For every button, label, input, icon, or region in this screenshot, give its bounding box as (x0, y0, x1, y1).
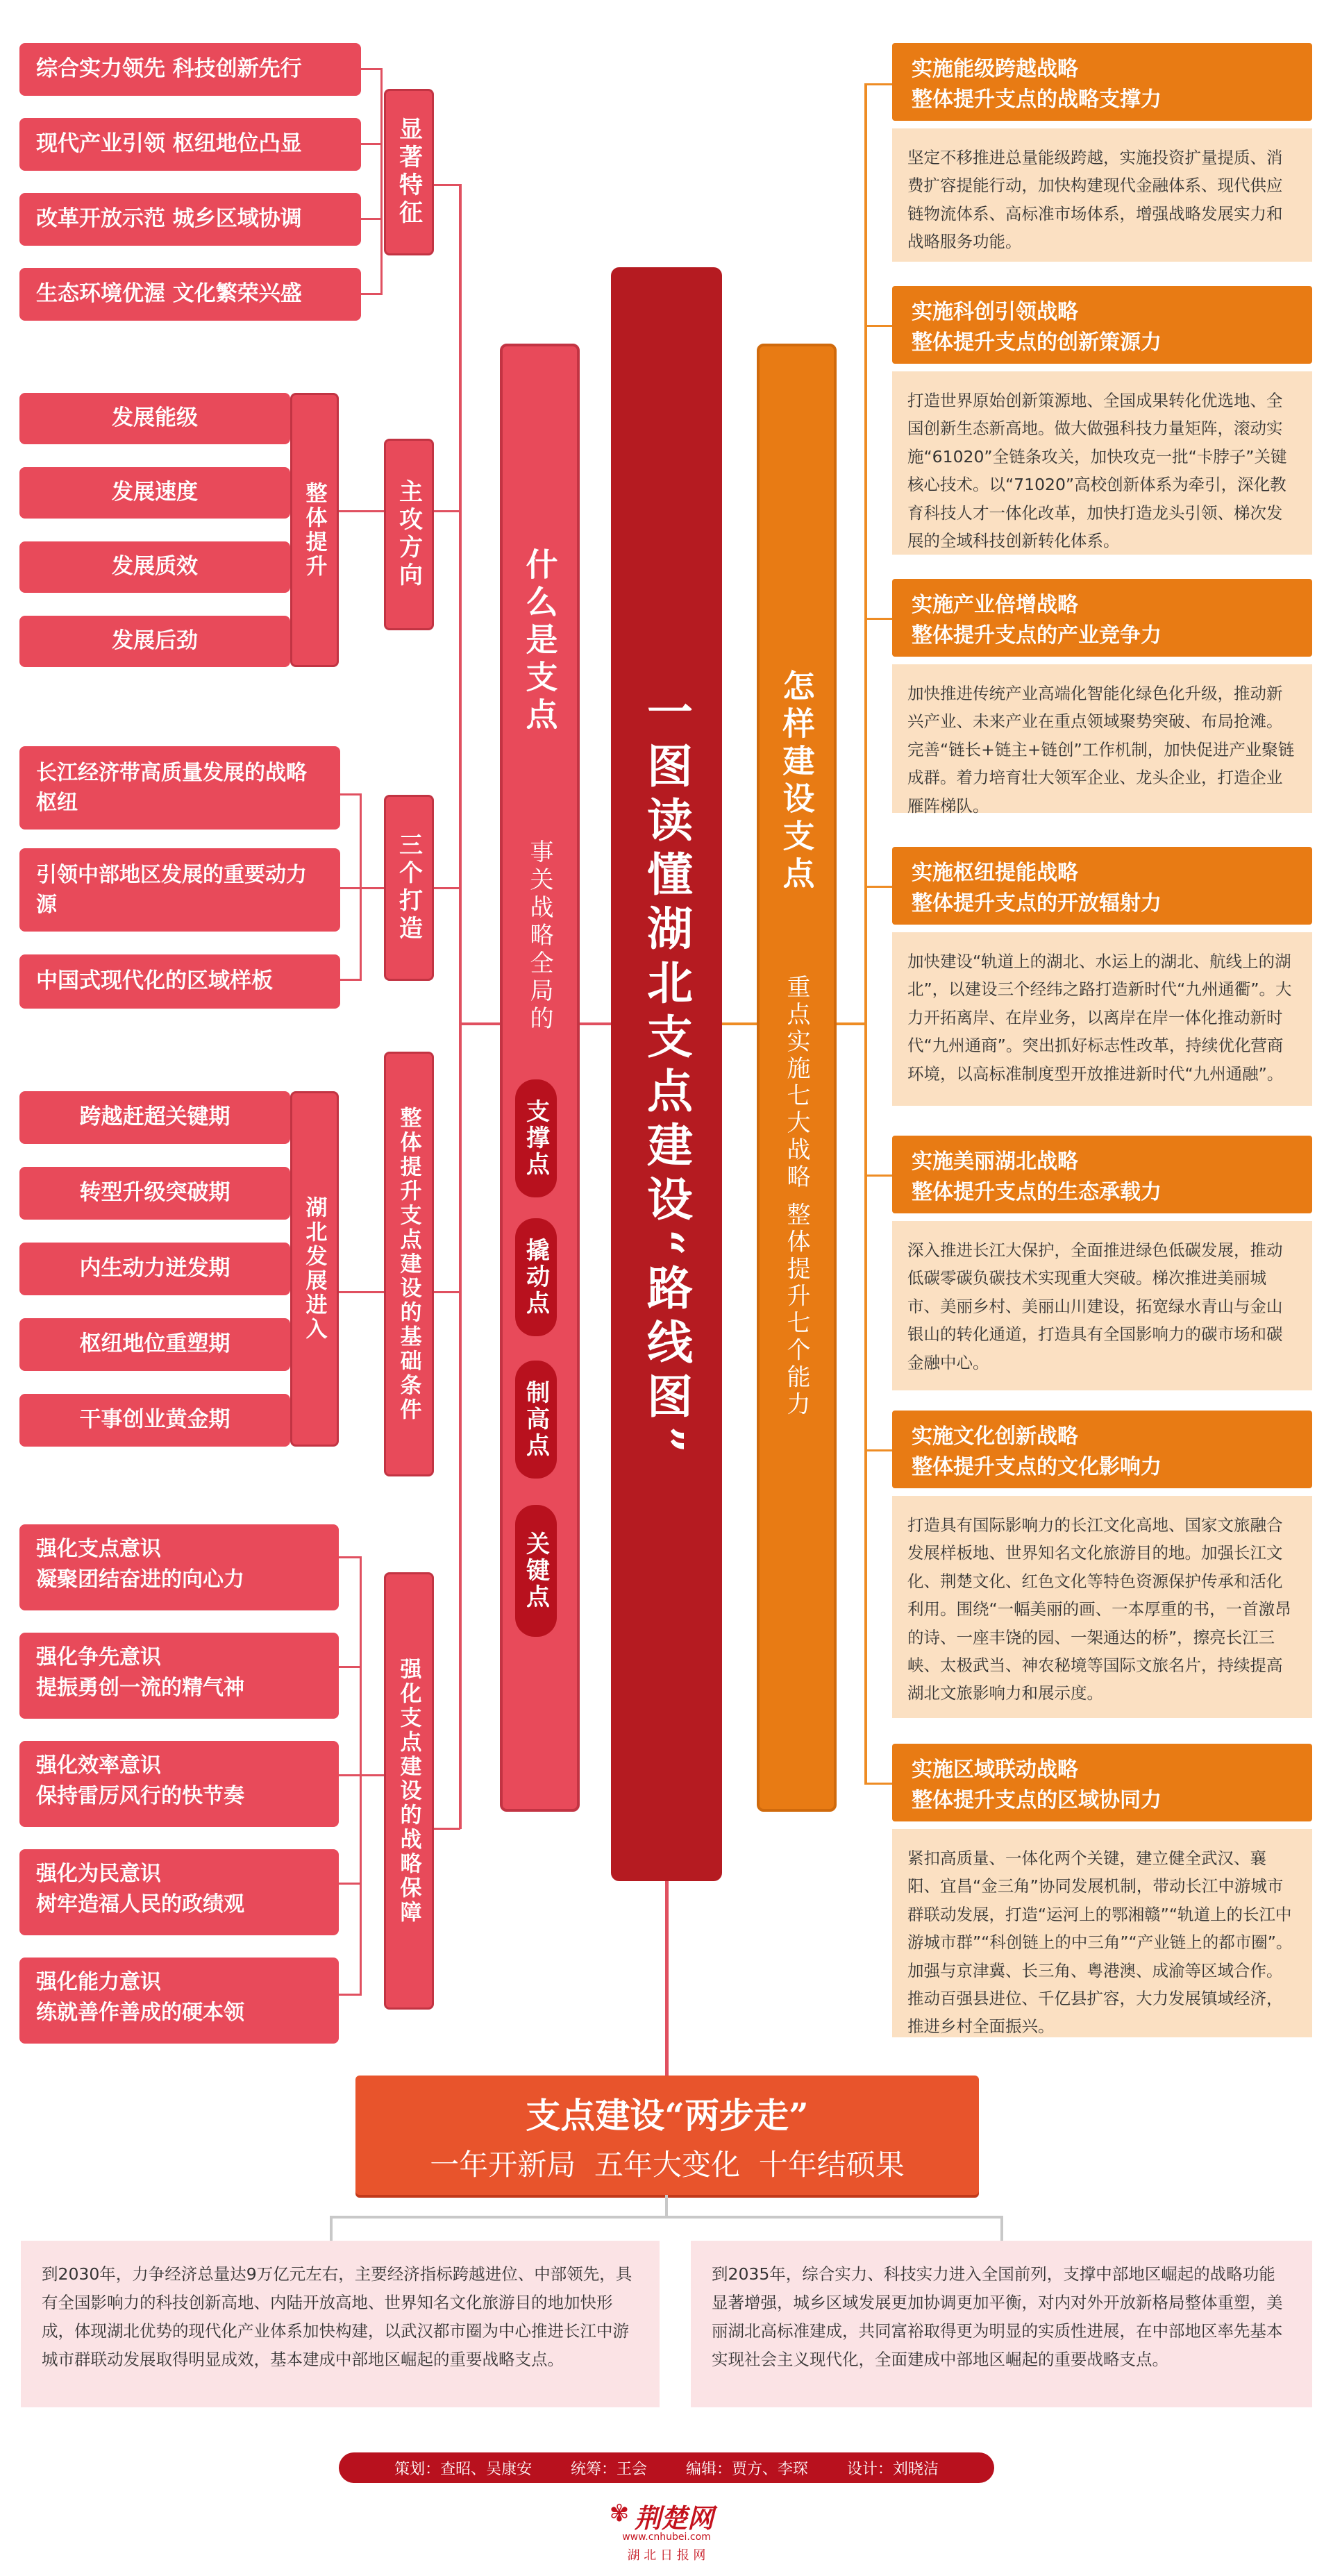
build-item: 中国式现代化的区域样板 (19, 954, 340, 1009)
what-subtitle: 事关战略全局的 (526, 839, 553, 1034)
connector (330, 2216, 333, 2241)
connector (340, 979, 361, 981)
build-item: 引领中部地区发展的重要动力源 (19, 848, 340, 932)
connector (339, 1994, 361, 1996)
logo-tagline: 湖 北 日 报 网 (627, 2548, 706, 2563)
direction-label: 主攻方向 (384, 439, 434, 630)
connector (434, 1828, 460, 1830)
guarantee-item: 强化为民意识 树牢造福人民的政绩观 (19, 1849, 339, 1935)
logo-mark-icon: ✾ (609, 2500, 630, 2527)
what-tag: 撬动点 (515, 1218, 557, 1336)
two-steps-subtitle: 一年开新局 五年大变化 十年结硕果 (430, 2148, 905, 2182)
strategy-head: 实施枢纽提能战略 整体提升支点的开放辐射力 (892, 847, 1312, 925)
connector (459, 1022, 501, 1025)
strategy-head: 实施区域联动战略 整体提升支点的区域协同力 (892, 1744, 1312, 1821)
how-column (757, 344, 837, 1812)
connector (330, 2216, 1003, 2219)
two-steps-banner (355, 2076, 979, 2195)
feature-item: 生态环境优渥 文化繁荣兴盛 (19, 268, 361, 321)
two-steps-title: 支点建设“两步走” (526, 2095, 809, 2136)
connector (339, 1666, 361, 1668)
connector (339, 1883, 361, 1885)
connector (864, 83, 892, 85)
foundation-item: 转型升级突破期 (19, 1167, 290, 1220)
connector (361, 143, 382, 145)
connector (864, 1449, 892, 1451)
what-title: 什么是支点 (521, 548, 559, 735)
feature-item: 综合实力领先 科技创新先行 (19, 43, 361, 96)
connector (361, 68, 382, 70)
connector (380, 68, 383, 295)
direction-item: 发展能级 (19, 393, 290, 444)
logo (604, 2495, 729, 2568)
foundation-item: 内生动力迸发期 (19, 1243, 290, 1295)
guarantee-item: 强化支点意识 凝聚团结奋进的向心力 (19, 1524, 339, 1610)
build-label: 三个打造 (384, 795, 434, 981)
connector (434, 510, 460, 512)
connector (580, 1022, 611, 1025)
connector (361, 218, 382, 220)
direction-item: 发展质效 (19, 541, 290, 593)
strategy-head: 实施产业倍增战略 整体提升支点的产业竞争力 (892, 579, 1312, 657)
strategy-body: 深入推进长江大保护，全面推进绿色低碳发展，推动低碳零碳负碳技术实现重大突破。梯次推进美丽城市、美丽乡村、美丽山川建设，拓宽绿水青山与金山银山的转化通道，打造具有全国影响力的碳市场和碳金融中心。 (892, 1221, 1312, 1390)
strategy-head: 实施文化创新战略 整体提升支点的文化影响力 (892, 1411, 1312, 1488)
connector (339, 1556, 361, 1558)
connector (1000, 2216, 1003, 2241)
strategy-body: 打造世界原始创新策源地、全国成果转化优选地、全国创新生态新高地。做大做强科技力量矩阵，滚动实施“61020”全链条攻关，加快攻克一批“卡脖子”关键核心技术。以“71020”高校创新体系为牵引，深化教育科技人才一体化改革，加快打造龙头引领、梯次发展的全域科技创新转化体系。 (892, 371, 1312, 555)
strategy-body: 加快推进传统产业高端化智能化绿色化升级，推动新兴产业、未来产业在重点领域聚势突破、布局抢滩。完善“链长+链主+链创”工作机制，加快促进产业聚链成群。着力培育壮大领军企业、龙头企业，打造企业雁阵梯队。 (892, 664, 1312, 813)
connector (665, 2195, 668, 2217)
connector (361, 293, 382, 295)
connector (722, 1022, 757, 1025)
strategy-body: 坚定不移推进总量能级跨越，实施投资扩量提质、消费扩容提能行动，加快构建现代金融体系、现代供应链物流体系、高标准市场体系，增强战略发展实力和战略服务功能。 (892, 128, 1312, 262)
build-item: 长江经济带高质量发展的战略枢纽 (19, 746, 340, 830)
feature-item: 现代产业引领 枢纽地位凸显 (19, 118, 361, 171)
right-spine-line (864, 83, 867, 1784)
connector (360, 1774, 386, 1776)
strategy-body: 打造具有国际影响力的长江文化高地、国家文旅融合发展样板地、世界知名文化旅游目的地。加强长江文化、荆楚文化、红色文化等特色资源保护传承和活化利用。围绕“一幅美丽的画、一本厚重的书，一首激昂的诗、一座丰饶的园、一架通达的桥”，擦亮长江三峡、太极武当、神农秘境等国际文旅名片，持续提高湖北文旅影响力和展示度。 (892, 1496, 1312, 1718)
main-title: 一图读懂湖北支点建设“路线图” (611, 267, 722, 1881)
goal-2035: 到2035年，综合实力、科技实力进入全国前列，支撑中部地区崛起的战略功能显著增强，城乡区域发展更加协调更加平衡，对内对外开放新格局整体重塑，美丽湖北高标准建成，共同富裕取得更为明显的实质性进展，在中部地区率先基本实现社会主义现代化，全面建成中部地区崛起的重要战略支点。 (691, 2241, 1312, 2407)
strategy-head: 实施科创引领战略 整体提升支点的创新策源力 (892, 286, 1312, 364)
foundation-item: 跨越赶超关键期 (19, 1091, 290, 1144)
strategy-body: 紧扣高质量、一体化两个关键，建立健全武汉、襄阳、宜昌“金三角”协同发展机制，带动长江中游城市群联动发展，打造“运河上的鄂湘赣”“轨道上的长江中游城市群”“科创链上的中三角”“产业链上的都市圈”。加强与京津冀、长三角、粤港澳、成渝等区域合作。推动百强县进位、千亿县扩容，大力发展镇域经济，推进乡村全面振兴。 (892, 1829, 1312, 2037)
what-tag: 支撑点 (515, 1079, 557, 1197)
left-spine-line (459, 184, 462, 1829)
direction-sub-label: 整体提升 (290, 393, 339, 667)
direction-item: 发展后劲 (19, 616, 290, 667)
strategy-body: 加快建设“轨道上的湖北、水运上的湖北、航线上的湖北”，以建设三个经纬之路打造新时代“九州通衢”。大力开拓离岸、在岸业务，以离岸在岸一体化推动新时代“九州通商”。突出抓好标志性改革，持续优化营商环境，以高标准制度型开放推进新时代“九州通融”。 (892, 932, 1312, 1106)
connector (434, 887, 460, 889)
connector (864, 325, 892, 327)
foundation-item: 干事创业黄金期 (19, 1394, 290, 1447)
how-title: 怎样建设支点 (778, 669, 816, 894)
connector (360, 887, 386, 889)
connector (665, 1880, 669, 2078)
foundation-item: 枢纽地位重塑期 (19, 1318, 290, 1371)
connector (864, 1783, 892, 1785)
connector (340, 887, 361, 889)
feature-item: 改革开放示范 城乡区域协调 (19, 193, 361, 246)
guarantee-item: 强化争先意识 提振勇创一流的精气神 (19, 1633, 339, 1719)
guarantee-item: 强化能力意识 练就善作善成的硬本领 (19, 1958, 339, 2044)
connector (864, 886, 892, 888)
logo-name: 荆楚网 (635, 2502, 714, 2534)
goal-2030: 到2030年，力争经济总量达9万亿元左右，主要经济指标跨越进位、中部领先，具有全国影响力的科技创新高地、内陆开放高地、世界知名文化旅游目的地加快形成，体现湖北优势的现代化产业体系加快构建，以武汉都市圈为中心推进长江中游城市群联动发展取得明显成效，基本建成中部地区崛起的重要战略支点。 (21, 2241, 660, 2407)
connector (864, 1175, 892, 1177)
strategy-head: 实施能级跨越战略 整体提升支点的战略支撑力 (892, 43, 1312, 121)
connector (339, 1774, 361, 1776)
connector (434, 1291, 460, 1293)
guarantee-item: 强化效率意识 保持雷厉风行的快节奏 (19, 1741, 339, 1827)
what-tag: 关键点 (515, 1505, 557, 1637)
connector (339, 1291, 386, 1293)
connector (339, 510, 386, 512)
foundation-sub-label: 湖北发展进入 (290, 1091, 339, 1447)
how-subtitle: 重点实施七大战略 整体提升七个能力 (782, 975, 810, 1419)
connector (864, 618, 892, 620)
direction-item: 发展速度 (19, 467, 290, 519)
strategy-head: 实施美丽湖北战略 整体提升支点的生态承载力 (892, 1136, 1312, 1213)
features-label: 显著特征 (384, 89, 434, 255)
what-tag: 制高点 (515, 1361, 557, 1479)
credits-bar: 策划：查昭、吴康安 统筹：王会 编辑：贾方、李琛 设计：刘晓洁 (339, 2452, 994, 2483)
connector (434, 184, 460, 186)
guarantee-label: 强化支点建设的战略保障 (384, 1572, 434, 2010)
connector (837, 1022, 866, 1025)
foundation-label: 整体提升支点建设的基础条件 (384, 1052, 434, 1476)
logo-url: www.cnhubei.com (622, 2532, 711, 2543)
connector (340, 793, 361, 795)
